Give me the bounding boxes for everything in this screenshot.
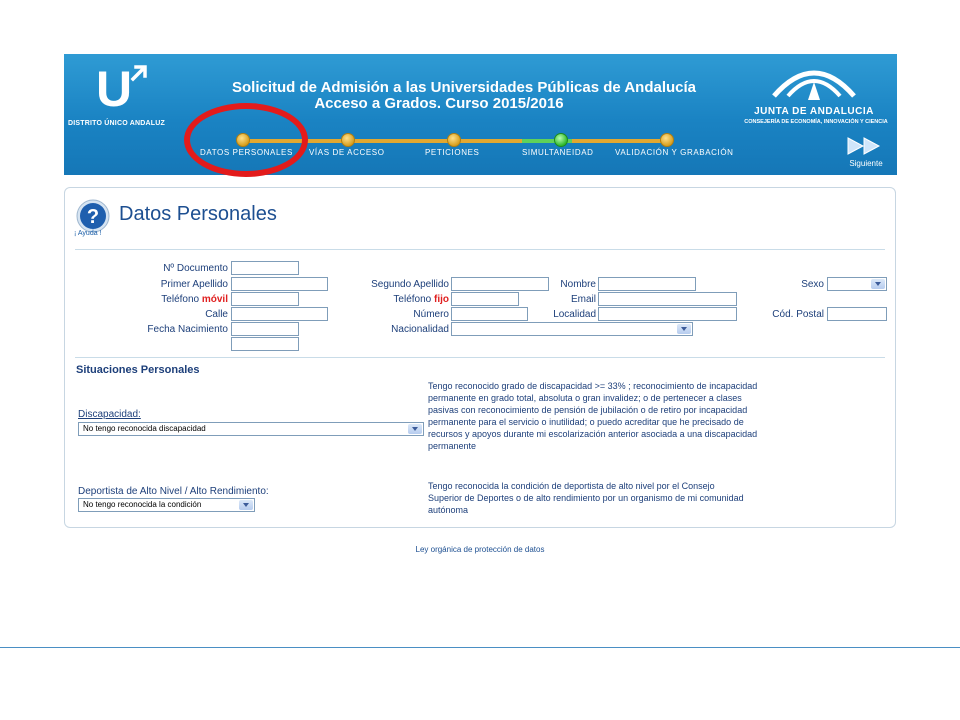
telefono-movil-prefix: Teléfono [161, 294, 200, 305]
telefono-fijo-input[interactable] [451, 292, 519, 306]
deportista-select[interactable] [78, 498, 255, 512]
next-button-label[interactable]: Siguiente [849, 159, 883, 168]
logo-arrow-icon [130, 64, 148, 82]
documento-input[interactable] [231, 261, 299, 275]
situaciones-title: Situaciones Personales [76, 364, 200, 376]
junta-emblem-icon [764, 56, 864, 104]
bottom-divider [0, 647, 960, 648]
datos-personales-panel [64, 187, 896, 528]
next-arrow-icon[interactable] [846, 136, 884, 156]
chevron-down-icon[interactable] [871, 279, 885, 289]
section-divider [75, 357, 885, 358]
deportista-select-value: No tengo reconocida la condición [83, 500, 202, 509]
sexo-label: Sexo [801, 279, 824, 290]
header-title-line2: Acceso a Grados. Curso 2015/2016 [314, 95, 564, 112]
numero-label: Número [413, 309, 449, 320]
telefono-fijo-prefix: Teléfono [393, 294, 432, 305]
deportista-label: Deportista de Alto Nivel / Alto Rendimiento: [78, 486, 269, 497]
chevron-down-icon[interactable] [408, 424, 422, 434]
header-banner [64, 54, 897, 175]
step-label-validacion[interactable]: VALIDACIÓN Y GRABACIÓN [615, 148, 734, 157]
primer-apellido-label: Primer Apellido [160, 279, 228, 290]
nacionalidad-select[interactable] [451, 322, 693, 336]
step-label-peticiones[interactable]: PETICIONES [425, 148, 480, 157]
deportista-description: Tengo reconocida la condición de deportista de alto nivel por el Consejo Superior de Deportes o de alto rendimiento por un organismo de mi comunidad autónoma [428, 481, 744, 515]
numero-input[interactable] [451, 307, 528, 321]
nombre-input[interactable] [598, 277, 696, 291]
discapacidad-select[interactable] [78, 422, 424, 436]
help-icon[interactable] [76, 199, 110, 233]
cod-postal-label: Cód. Postal [772, 309, 824, 320]
email-label: Email [570, 294, 596, 305]
nacionalidad-label: Nacionalidad [391, 324, 449, 335]
step-dot-validacion[interactable] [660, 133, 674, 147]
highlight-annotation-circle [184, 103, 308, 177]
segundo-apellido-label: Segundo Apellido [371, 279, 449, 290]
svg-text:?: ? [86, 206, 100, 228]
step-label-vias-acceso[interactable]: VÍAS DE ACCESO [309, 148, 385, 157]
sexo-select[interactable] [827, 277, 887, 291]
step-dot-simultaneidad[interactable] [554, 133, 568, 147]
header-title-line1: Solicitud de Admisión a las Universidades Públicas de Andalucía [231, 79, 697, 96]
telefono-movil-red: móvil [201, 294, 228, 305]
fecha-nacimiento-input[interactable] [231, 322, 299, 336]
telefono-fijo-red: fijo [434, 294, 449, 305]
primer-apellido-input[interactable] [231, 277, 328, 291]
nombre-label: Nombre [560, 279, 596, 290]
telefono-movil-input[interactable] [231, 292, 299, 306]
logo-label: DISTRITO ÚNICO ANDALUZ [68, 120, 165, 127]
logo-u: U [96, 61, 133, 117]
page-title: Datos Personales [119, 203, 277, 225]
discapacidad-label: Discapacidad: [78, 409, 141, 420]
chevron-down-icon[interactable] [677, 324, 691, 334]
fecha-nacimiento-extra-input[interactable] [231, 337, 299, 351]
email-input[interactable] [598, 292, 737, 306]
step-label-datos-personales[interactable]: DATOS PERSONALES [200, 148, 293, 157]
discapacidad-description: Tengo reconocido grado de discapacidad >= 33% ; reconocimiento de incapacidad permanente en grado total, absoluta o gran invalidez; o de pertenecer a clases pasivas con reconocimiento de pensión de jubilación o de retiro por incapacidad permanente para el servicio o inutilidad; o puedo acreditar que he precisado de recursos y apoyos durante mi escolarización anterior asociada a una discapacidad permanente [428, 381, 758, 451]
localidad-label: Localidad [553, 309, 596, 320]
title-divider [75, 249, 885, 250]
junta-subtitle: CONSEJERÍA DE ECONOMÍA, INNOVACIÓN Y CIENCIA [744, 119, 888, 125]
cod-postal-input[interactable] [827, 307, 887, 321]
calle-input[interactable] [231, 307, 328, 321]
telefono-movil-label [125, 294, 228, 305]
step-dot-vias-acceso[interactable] [341, 133, 355, 147]
step-dot-peticiones[interactable] [447, 133, 461, 147]
step-label-simultaneidad[interactable]: SIMULTANEIDAD [522, 148, 594, 157]
junta-name: JUNTA DE ANDALUCIA [754, 106, 874, 117]
privacy-law-link[interactable]: Ley orgánica de protección de datos [415, 545, 545, 554]
calle-label: Calle [205, 309, 228, 320]
fecha-nacimiento-label: Fecha Nacimiento [147, 324, 228, 335]
discapacidad-select-value: No tengo reconocida discapacidad [83, 424, 206, 433]
help-label[interactable]: ¡ Ayuda ! [74, 230, 102, 237]
localidad-input[interactable] [598, 307, 737, 321]
chevron-down-icon[interactable] [239, 500, 253, 510]
documento-label: Nº Documento [163, 263, 228, 274]
telefono-fijo-label [349, 294, 449, 305]
